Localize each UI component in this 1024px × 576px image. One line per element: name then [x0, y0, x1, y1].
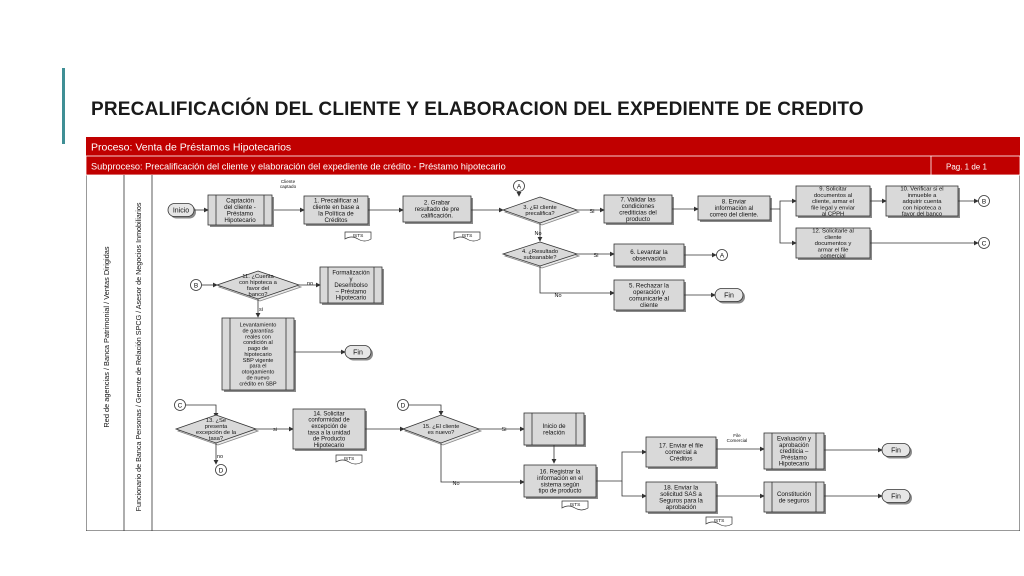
connector-a-mid-label: A [719, 252, 725, 260]
step-7-box-label: 7. Validar las condiciones crediticias del producto [619, 196, 657, 223]
connector-a-top-label: A [516, 183, 522, 191]
step-18-box-label: 18. Enviar la solicitud SAS a Seguros para la aprobación [659, 484, 703, 511]
constitucion-subprocess-label: Constitución de seguros [776, 490, 812, 505]
decision-11-diamond-label: 11. ¿Cuenta con hipoteca a favor del banco? [239, 273, 277, 299]
decision-4-si-label: Si [593, 252, 599, 259]
decision-3-si-label: Si [589, 208, 595, 215]
cliente-captado-note: Cliente captado [279, 179, 297, 190]
decision-15-diamond-label: 15. ¿El cliente es nuevo? [422, 423, 460, 437]
decision-4-no-label: No [554, 292, 562, 299]
step-10-box-label: 10. Verificar si el inmueble a adquirir cuenta con hipoteca a favor del banco [900, 186, 944, 218]
decision-11-si-label: si [259, 306, 263, 313]
formalizacion-subprocess-label: Formalización y Desembolso – Préstamo Hipotecario [332, 270, 370, 302]
step-1-box-label: 1. Precalificar al cliente en base a la Política de Créditos [312, 197, 360, 224]
decision-13-diamond-label: 13. ¿Se presenta excepción de la tasa? [195, 417, 237, 443]
step-6-box-label: 6. Levantar la observación [630, 248, 668, 263]
decision-3-no-label: No [534, 230, 542, 237]
step-1-ists-doc-label: ISTS [352, 234, 364, 240]
decision-13-si-label: si [273, 426, 277, 433]
connector-c-right-label: C [981, 240, 987, 248]
step-2-box-label: 2. Grabar resultado de pre calificación. [414, 199, 460, 220]
subprocess-header-label: Subproceso: Precalificación del cliente y elaboración del expediente de crédito - Préstamo hipotecario [91, 161, 506, 172]
flowchart-diagram [86, 137, 1020, 531]
step-16-ists-doc-label: ISTS [569, 503, 581, 509]
lane-label-inner: Funcionario de Banca Personas / Gerente de Relación SPCG / Asesor de Negocios Inmobiliarios [134, 202, 143, 512]
inicio-relacion-subprocess-label: Inicio de relación [542, 422, 566, 437]
decision-11-no-label: no [306, 280, 314, 287]
step-14-ists-doc-label: ISTS [343, 457, 355, 463]
end-terminator-3-label: Fin [891, 447, 901, 455]
lane-label-outer: Red de agencias / Banca Patrimonial / Ventas Dirigidas [102, 246, 111, 428]
end-terminator-1-label: Fin [724, 292, 734, 300]
connector-b-left-label: B [193, 282, 199, 290]
step-5-box-label: 5. Rechazar la operación y comunicarle al cliente [629, 282, 669, 309]
end-terminator-2-label: Fin [353, 349, 363, 357]
decision-15-si-label: Si [501, 426, 507, 433]
step-8-box-label: 8. Enviar información al correo del cliente. [709, 198, 759, 219]
levantamiento-subprocess-label: Levantamiento de garantías reales con condición al pago de hipotecario SBP vigente para el otorgamiento de nuevo crédito en SBP [239, 322, 277, 388]
slide-title: PRECALIFICACIÓN DEL CLIENTE Y ELABORACION DEL EXPEDIENTE DE CREDITO [91, 99, 864, 120]
connector-d-left-label: D [400, 402, 406, 410]
process-header-label: Proceso: Venta de Préstamos Hipotecarios [91, 141, 292, 154]
decision-13-no-label: no [216, 453, 224, 460]
end-terminator-4-label: Fin [891, 493, 901, 501]
evaluacion-subprocess-label: Evaluación y aprobación crediticia – Préstamo Hipotecario [776, 436, 812, 468]
step-2-ists-doc-label: ISTS [461, 234, 473, 240]
connector-b-right-label: B [981, 198, 987, 206]
step-18-ists-doc-label: ISTS [713, 519, 725, 525]
step-17-box-label: 17. Enviar el file comercial a Créditos [658, 442, 704, 463]
captacion-subprocess-label: Captación del cliente -Préstamo Hipotecario [224, 197, 256, 224]
decision-3-diamond-label: 3. ¿El cliente precalifica? [523, 204, 557, 218]
file-comercial-note: File Comercial [726, 433, 748, 444]
accent-bar [62, 68, 65, 144]
connector-d-down-label: D [218, 467, 224, 475]
page-label: Pag. 1 de 1 [946, 162, 987, 172]
decision-15-no-label: No [452, 480, 460, 487]
start-terminator-label: Inicio [172, 207, 190, 215]
step-16-box-label: 16. Registrar la información en el sistema según tipo de producto [537, 469, 583, 495]
step-9-box-label: 9. Solicitar documentos al cliente, armar el file legal y enviar al CPPH [811, 186, 855, 218]
decision-4-diamond-label: 4. ¿Resultado subsanable? [521, 248, 559, 262]
flowchart-canvas [86, 137, 1020, 531]
step-14-box-label: 14. Solicitar conformidad de excepción de tasa a la unidad de Producto Hipotecario [307, 411, 351, 449]
step-12-box-label: 12. Solicitarle al cliente documentos y armar el file comercial [812, 228, 854, 260]
connector-c-left-label: C [177, 402, 183, 410]
